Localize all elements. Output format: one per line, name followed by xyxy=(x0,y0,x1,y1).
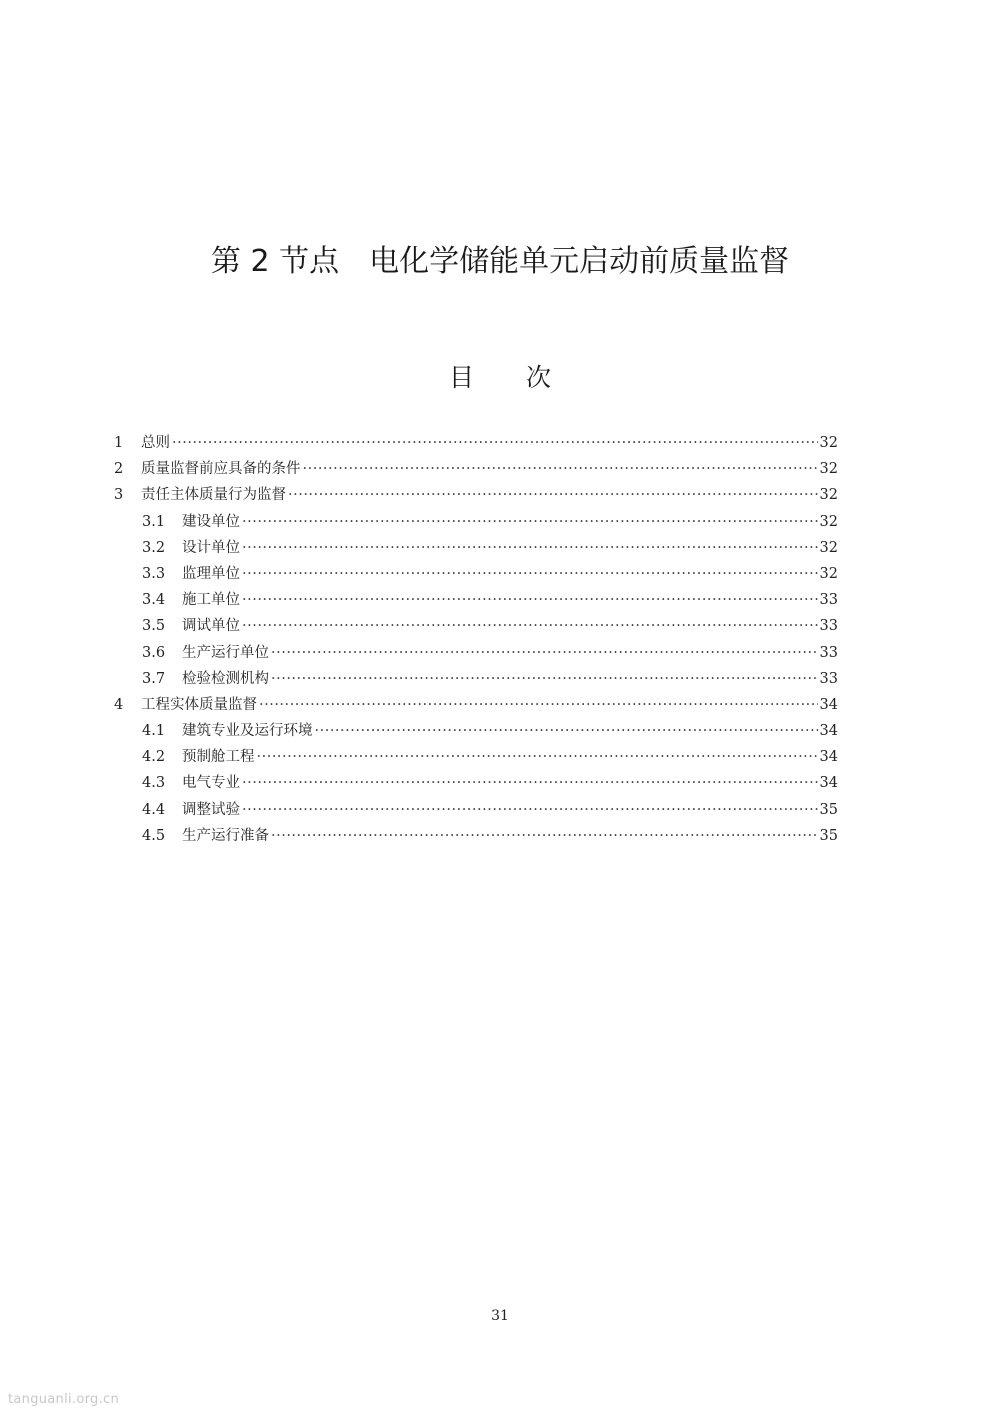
toc-entry-number: 4.5 xyxy=(142,827,166,844)
toc-entry-title: 责任主体质量行为监督 xyxy=(141,487,286,504)
toc-entry-number: 1 xyxy=(114,435,124,451)
toc-entry[interactable] xyxy=(112,823,838,849)
toc-dot-leader xyxy=(288,482,818,508)
toc-entry-page: 32 xyxy=(819,461,838,478)
toc-dot-leader xyxy=(303,456,818,482)
toc-entry-number: 4.3 xyxy=(142,775,166,792)
toc-entry-number: 3.2 xyxy=(142,539,166,556)
page-number: 31 xyxy=(491,1308,509,1324)
toc-entry-title: 设计单位 xyxy=(182,539,240,556)
watermark: tanguanli.org.cn xyxy=(8,1392,119,1407)
toc-dot-leader xyxy=(242,535,818,561)
toc-entry[interactable] xyxy=(112,509,838,535)
toc-dot-leader xyxy=(242,797,818,823)
toc-entry-page: 33 xyxy=(819,644,838,661)
toc-entry[interactable] xyxy=(112,456,838,482)
toc-entry-title: 监理单位 xyxy=(182,565,240,582)
toc-dot-leader xyxy=(172,430,818,456)
toc-entry[interactable] xyxy=(112,770,838,796)
toc-entry-page: 32 xyxy=(819,487,838,504)
toc-entry-page: 35 xyxy=(819,801,838,818)
toc-entry[interactable] xyxy=(112,718,838,744)
toc-entry-title: 工程实体质量监督 xyxy=(141,696,257,713)
toc-entry-number: 3.6 xyxy=(142,644,166,661)
toc-heading: 目次 xyxy=(448,363,603,392)
toc-dot-leader xyxy=(259,692,818,718)
toc-dot-leader xyxy=(242,509,818,535)
toc-entry-number: 4.2 xyxy=(142,749,166,766)
toc-dot-leader xyxy=(242,770,818,796)
toc-entry-number: 3.1 xyxy=(142,513,166,530)
toc-dot-leader xyxy=(315,718,818,744)
toc-entry-title: 生产运行准备 xyxy=(182,827,269,844)
toc-entry-number: 3.4 xyxy=(142,592,166,609)
toc-entry[interactable] xyxy=(112,640,838,666)
toc-entry-page: 33 xyxy=(819,592,838,609)
toc-entry-page: 34 xyxy=(819,749,838,766)
section-title-main: 电化学储能单元启动前质量监督 xyxy=(369,244,790,279)
toc-dot-leader xyxy=(257,744,818,770)
section-title-prefix: 第 2 节点 xyxy=(210,244,340,279)
toc-entry-page: 33 xyxy=(819,670,838,687)
toc-entry[interactable] xyxy=(112,561,838,587)
toc-dot-leader xyxy=(271,823,818,849)
toc-entry-page: 34 xyxy=(819,723,838,740)
toc-entry-number: 4 xyxy=(114,696,124,713)
toc-entry-page: 32 xyxy=(819,539,838,556)
toc-entry-title: 预制舱工程 xyxy=(182,749,255,766)
toc-dot-leader xyxy=(242,613,818,639)
toc-entry[interactable] xyxy=(112,430,838,456)
toc-entry-number: 3.3 xyxy=(142,565,166,582)
toc-dot-leader xyxy=(271,640,818,666)
toc-entry-page: 32 xyxy=(819,435,838,451)
toc-entry-page: 34 xyxy=(819,775,838,792)
toc-entry-title: 总则 xyxy=(141,435,170,451)
toc-entry-page: 33 xyxy=(819,618,838,635)
toc-entry-page: 32 xyxy=(819,513,838,530)
toc-entry[interactable] xyxy=(112,797,838,823)
toc-entry-number: 3.7 xyxy=(142,670,166,687)
table-of-contents xyxy=(112,430,838,849)
toc-entry-title: 建设单位 xyxy=(182,513,240,530)
toc-entry-number: 3 xyxy=(114,487,124,504)
toc-dot-leader xyxy=(242,587,818,613)
toc-entry-page: 34 xyxy=(819,696,838,713)
toc-entry-title: 建筑专业及运行环境 xyxy=(182,723,313,740)
toc-dot-leader xyxy=(271,666,818,692)
toc-entry[interactable] xyxy=(112,692,838,718)
toc-entry[interactable] xyxy=(112,587,838,613)
toc-dot-leader xyxy=(242,561,818,587)
toc-entry-page: 32 xyxy=(819,565,838,582)
section-title xyxy=(0,238,1000,286)
toc-entry-page: 35 xyxy=(819,827,838,844)
toc-entry-number: 4.4 xyxy=(142,801,166,818)
toc-entry-title: 施工单位 xyxy=(182,592,240,609)
toc-entry-title: 质量监督前应具备的条件 xyxy=(141,461,301,478)
toc-entry[interactable] xyxy=(112,666,838,692)
toc-entry-title: 电气专业 xyxy=(182,775,240,792)
toc-entry[interactable] xyxy=(112,482,838,508)
toc-entry-number: 2 xyxy=(114,461,124,478)
toc-entry-title: 检验检测机构 xyxy=(182,670,269,687)
toc-entry-number: 4.1 xyxy=(142,723,166,740)
toc-entry-number: 3.5 xyxy=(142,618,166,635)
toc-entry[interactable] xyxy=(112,535,838,561)
toc-entry-title: 调试单位 xyxy=(182,618,240,635)
toc-entry-title: 调整试验 xyxy=(182,801,240,818)
toc-entry[interactable] xyxy=(112,613,838,639)
toc-entry-title: 生产运行单位 xyxy=(182,644,269,661)
toc-entry[interactable] xyxy=(112,744,838,770)
